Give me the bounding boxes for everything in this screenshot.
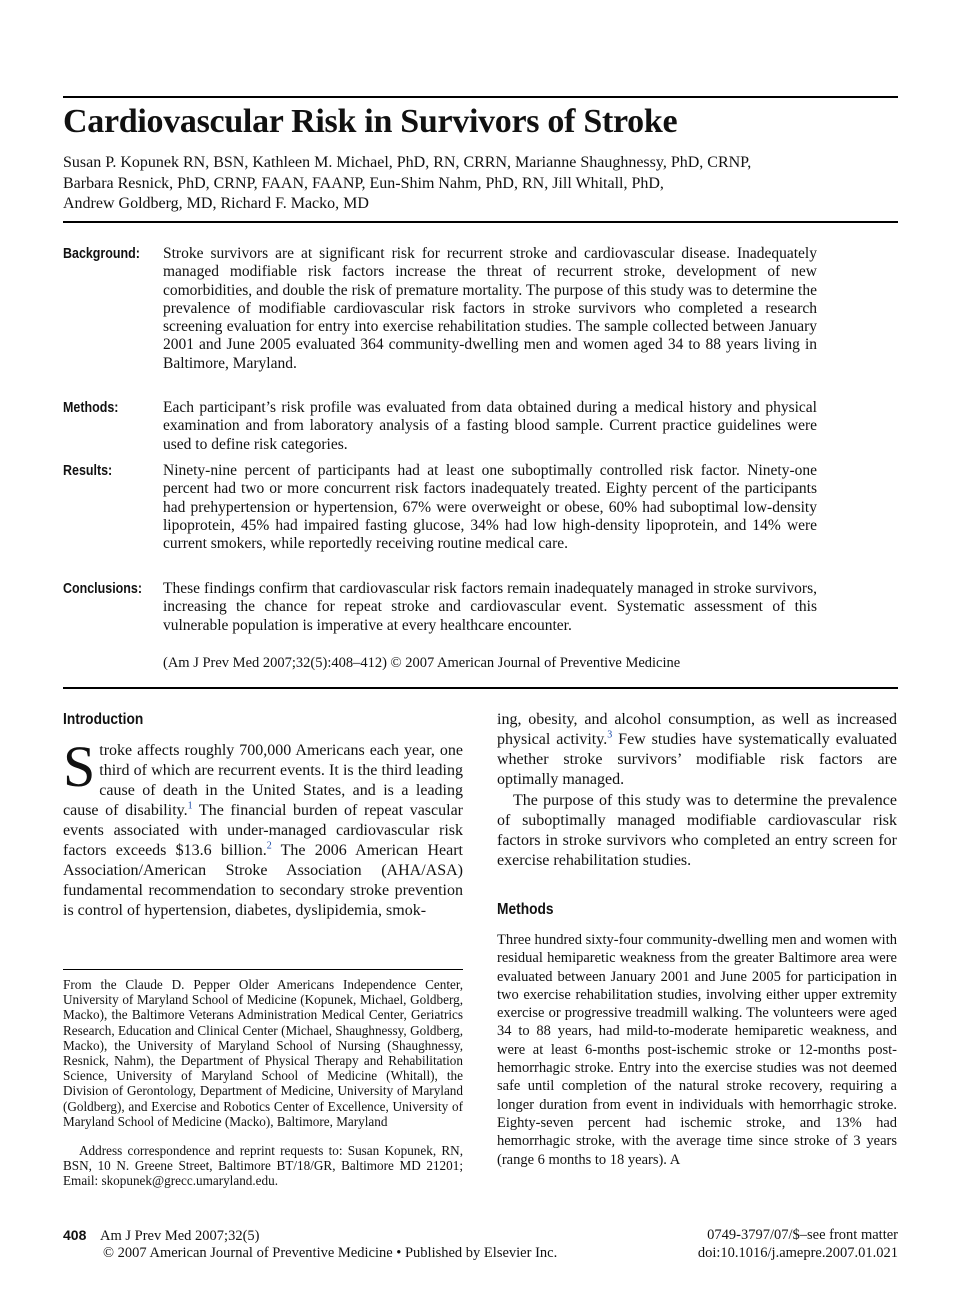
page-number: 408 xyxy=(63,1227,87,1243)
correspondence-footnote: Address correspondence and reprint requests to: Susan Kopunek, RN, BSN, 10 N. Greene Street, Baltimore BT/18/GR, Baltimore MD 21201; Email: skopunek@grecc.umaryland.edu. xyxy=(63,1143,463,1189)
results-text: Ninety-nine percent of participants had at least one suboptimally controlled risk factor. Ninety-one percent had two or more concurrent risk factors inadequately treated. Eighty percent of the participants had prehypertension or hypertension, 67% were overweight or obese, 60% had suboptimal low-density lipoprotein, 45% had impaired fasting glucose, 34% had low high-density lipoprotein, and 14% were current smokers, while reportedly receiving routine medical care. xyxy=(163,462,817,553)
background-text: Stroke survivors are at significant risk for recurrent stroke and cardiovascular disease. Inadequately managed modifiable risk factors increase the threat of recurrent stroke, development of new comorbidities, and double the risk of premature mortality. The purpose of this study was to determine the prevalence of modifiable cardiovascular risk factors in stroke survivors who completed a research screening evaluation for entry into exercise rehabilitation studies. The sample collected between January 2001 and June 2005 evaluated 364 community-dwelling men and women aged 34 to 88 years living in Baltimore, Maryland. xyxy=(163,245,817,372)
drop-cap: S xyxy=(63,734,96,799)
doi[interactable]: doi:10.1016/j.amepre.2007.01.021 xyxy=(697,1245,898,1261)
reference-link[interactable]: 3 xyxy=(607,729,613,741)
reference-link[interactable]: 2 xyxy=(266,840,272,852)
issn: 0749-3797/07/$–see front matter xyxy=(707,1227,898,1243)
methods-heading: Methods xyxy=(497,901,554,918)
results-label: Results: xyxy=(63,463,113,479)
abstract-bottom-rule xyxy=(63,687,898,689)
methods-abstract-text: Each participant’s risk profile was evaluated from data obtained during a medical history and physical examination and from laboratory analysis of a fasting blood sample. Current practice guidelines were used to define risk categories. xyxy=(163,399,817,453)
top-rule xyxy=(63,96,898,98)
author-line: Barbara Resnick, PhD, CRNP, FAAN, FAANP, Eun-Shim Nahm, PhD, RN, Jill Whitall, PhD, xyxy=(63,174,664,192)
citation: (Am J Prev Med 2007;32(5):408–412) © 2007 American Journal of Preventive Medicine xyxy=(163,655,681,671)
author-list xyxy=(63,153,893,215)
footer-left xyxy=(63,1227,259,1245)
copyright: © 2007 American Journal of Preventive Medicine • Published by Elsevier Inc. xyxy=(103,1245,558,1261)
methods-label: Methods: xyxy=(63,400,119,416)
introduction-continued: ing, obesity, and alcohol consumption, as well as increased physical activity.$^3$ Few studies have systematically evaluated whether stroke survivors’ modifiable risk factors are optimally managed. xyxy=(497,711,898,788)
reference-link[interactable]: 1 xyxy=(187,800,193,812)
footnote-rule xyxy=(63,969,463,970)
abstract-top-rule xyxy=(63,221,898,223)
introduction-heading: Introduction xyxy=(63,711,144,728)
purpose-paragraph: The purpose of this study was to determine the prevalence of suboptimally managed modifiable cardiovascular risk factors in stroke survivors who completed an entry screen for exercise rehabilitation studies. xyxy=(497,792,897,869)
author-line: Andrew Goldberg, MD, Richard F. Macko, MD xyxy=(63,195,369,212)
conclusions-label: Conclusions: xyxy=(63,581,142,597)
author-line: Susan P. Kopunek RN, BSN, Kathleen M. Michael, PhD, RN, CRRN, Marianne Shaughnessy, PhD, CRNP, xyxy=(63,154,752,171)
conclusions-text: These findings confirm that cardiovascular risk factors remain inadequately managed in stroke survivors, increasing the chance for repeat stroke and cardiovascular event. Systematic assessment of this vulnerable population is imperative at every healthcare encounter. xyxy=(163,580,817,634)
journal-ref: Am J Prev Med 2007;32(5) xyxy=(99,1228,260,1244)
background-label: Background: xyxy=(63,246,140,262)
affiliation-footnote: From the Claude D. Pepper Older Americans Independence Center, University of Maryland School of Medicine (Kopunek, Michael, Goldberg, Macko), the Baltimore Veterans Administration Medical Center, Geriatrics Research, Education and Clinical Center (Michael, Shaughnessy, Goldberg, Macko), the University of Maryland School of Nursing (Shaughnessy, Resnick, Nahm), the Department of Physical Therapy and Rehabilitation Science, University of Maryland School of Medicine (Whitall), the Division of Gerontology, Department of Medicine, University of Maryland (Goldberg), and Exercise and Robotics Center of Excellence, University of Maryland School of Medicine (Macko), Baltimore, Maryland xyxy=(63,977,463,1129)
introduction-paragraph: Stroke affects roughly 700,000 Americans each year, one third of which are recurrent events. It is the third leading cause of death in the United States, and is a leading cause of disability.$^1$ The financial burden of repeat vascular events associated with under-managed cardiovascular risk factors exceeds $13.6 billion.$^2$ The 2006 American Heart Association/American Stroke Association (AHA/ASA) fundamental recommendation to secondary stroke prevention is control of hypertension, diabetes, dyslipidemia, smok- xyxy=(63,734,464,919)
article-title: Cardiovascular Risk in Survivors of Stroke xyxy=(63,103,678,140)
methods-paragraph: Three hundred sixty-four community-dwelling men and women with residual hemiparetic weakness from the greater Baltimore area were evaluated between January 2001 and June 2005 for participation in two exercise rehabilitation studies, involving either upper extremity exercise or progressive treadmill walking. The volunteers were aged 34 to 88 years, had mild-to-moderate hemiparetic weakness, and were at least 6-months post-ischemic stroke or 12-months post-hemorrhagic stroke. Entry into the exercise studies was not deemed safe until completion of the natural stroke recovery, requiring a longer duration from event in individuals with hemorrhagic stroke. Eighty-seven percent had ischemic stroke, and 13% had hemorrhagic stroke, with the average time since stroke of 3 years (range 6 months to 18 years). A xyxy=(497,932,897,1168)
